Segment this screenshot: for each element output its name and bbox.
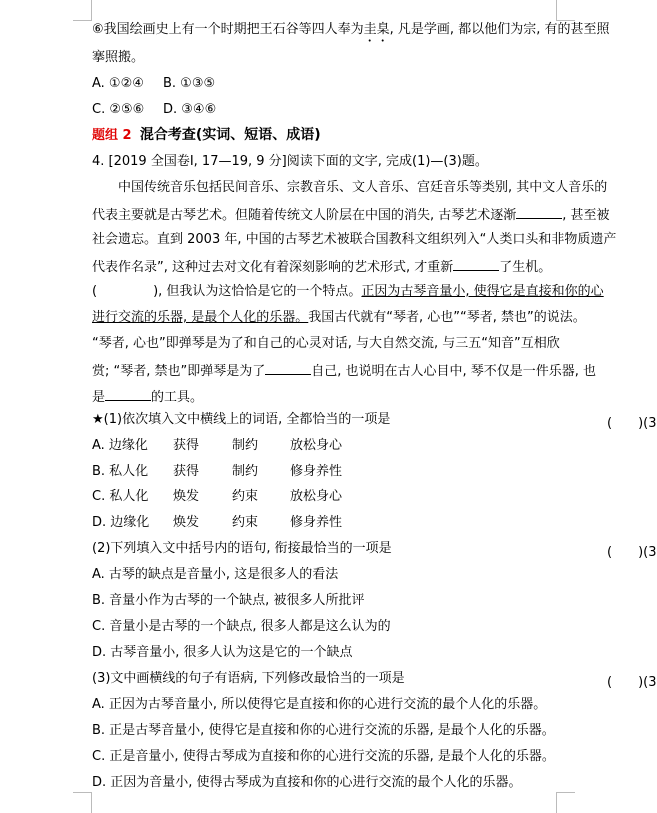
option-row bbox=[92, 464, 343, 480]
section-label: 题组 2 bbox=[92, 128, 132, 143]
section-heading bbox=[92, 127, 321, 144]
blank bbox=[453, 258, 499, 271]
text: 了生机。 bbox=[499, 260, 552, 275]
underlined-sentence: 正因为古琴音量小, 使得它是直接和你的心 bbox=[361, 284, 604, 299]
passage-line: 社会遗忘。直到 2003 年, 中国的古琴艺术被联合国教科文组织列入“人类口头和非物质遗产 bbox=[92, 232, 617, 247]
passage-line bbox=[92, 284, 604, 300]
option-label: D. 边缘化 bbox=[92, 515, 150, 530]
text: , 甚至被 bbox=[562, 208, 610, 223]
option-word: 约束 bbox=[232, 489, 259, 504]
text: 代表作名录”, 这种过去对文化有着深刻影响的艺术形式, 才重新 bbox=[92, 260, 454, 275]
blank bbox=[265, 362, 311, 375]
option: D. 古琴音量小, 很多人认为这是它的一个缺点 bbox=[92, 645, 353, 660]
option-word: 焕发 bbox=[173, 489, 200, 504]
option-word: 制约 bbox=[232, 464, 259, 479]
option-word: 约束 bbox=[232, 515, 259, 530]
option-label: B. 私人化 bbox=[92, 464, 149, 479]
option-word: 制约 bbox=[232, 438, 259, 453]
option: A. 正因为古琴音量小, 所以使得它是直接和你的心进行交流的最个人化的乐器。 bbox=[92, 697, 547, 712]
option-word: 获得 bbox=[173, 464, 200, 479]
text: , 凡是学画, 都以他们为宗, 有的甚至照 bbox=[389, 22, 610, 37]
page-corner-bottom-right bbox=[556, 792, 575, 813]
option: C. 音量小是古琴的一个缺点, 很多人都是这么认为的 bbox=[92, 619, 391, 634]
option: A. 古琴的缺点是音量小, 这是很多人的看法 bbox=[92, 567, 339, 582]
text: 代表主要就是古琴艺术。但随着传统文人阶层在中国的消失, 古琴艺术逐渐 bbox=[92, 208, 517, 223]
subquestion-stem: (3)文中画横线的句子有语病, 下列修改最恰当的一项是 bbox=[92, 671, 405, 686]
option-label: C. 私人化 bbox=[92, 489, 149, 504]
answer-paren: ( )(3 bbox=[607, 545, 657, 560]
passage-line bbox=[92, 310, 586, 326]
blank bbox=[516, 206, 562, 219]
text: ), 但我认为这恰恰是它的一个特点。 bbox=[153, 284, 362, 299]
option-row bbox=[92, 102, 217, 118]
option: D. 正因为音量小, 使得古琴成为直接和你的心进行交流的最个人化的乐器。 bbox=[92, 775, 522, 790]
option: B. 音量小作为古琴的一个缺点, 被很多人所批评 bbox=[92, 593, 365, 608]
text: 的工具。 bbox=[151, 390, 204, 405]
text: 自己, 也说明在古人心目中, 琴不仅是一件乐器, 也 bbox=[311, 364, 597, 379]
option-row bbox=[92, 438, 343, 454]
option-word: 放松身心 bbox=[290, 489, 343, 504]
text: 是 bbox=[92, 390, 106, 405]
underlined-sentence: 进行交流的乐器, 是最个人化的乐器。 bbox=[92, 310, 309, 325]
answer-paren: ( )(3 bbox=[607, 416, 657, 431]
option-word: 获得 bbox=[173, 438, 200, 453]
text: 赏; “琴者, 禁也”即弹琴是为了 bbox=[92, 364, 266, 379]
option-c: C. ②⑤⑥ bbox=[92, 102, 145, 117]
passage-line bbox=[92, 258, 551, 276]
section-title: 混合考查(实词、短语、成语) bbox=[139, 127, 321, 143]
option-word: 放松身心 bbox=[290, 438, 343, 453]
subquestion-stem: (2)下列填入文中括号内的语句, 衔接最恰当的一项是 bbox=[92, 541, 392, 556]
answer-paren: ( )(3 bbox=[607, 675, 657, 690]
question-stem: 4. [2019 全国卷Ⅰ, 17—19, 9 分]阅读下面的文字, 完成(1)—(3)题。 bbox=[92, 154, 488, 169]
option-word: 修身养性 bbox=[290, 515, 343, 530]
emphasized-text: 圭臬 bbox=[363, 22, 390, 37]
passage-line bbox=[92, 362, 596, 380]
passage-line: 中国传统音乐包括民间音乐、宗教音乐、文人音乐、宫廷音乐等类别, 其中文人音乐的 bbox=[118, 180, 608, 195]
subquestion-stem: ★(1)依次填入文中横线上的词语, 全都恰当的一项是 bbox=[92, 412, 391, 427]
prev-item-line: 搴照搬。 bbox=[92, 50, 145, 65]
option-d: D. ③④⑥ bbox=[163, 102, 217, 117]
option: B. 正是古琴音量小, 使得它是直接和你的心进行交流的乐器, 是最个人化的乐器。 bbox=[92, 723, 555, 738]
option-a: A. ①②④ bbox=[92, 76, 144, 91]
option-row bbox=[92, 76, 216, 92]
passage-line bbox=[92, 388, 203, 406]
text: ( bbox=[92, 284, 98, 299]
option-word: 修身养性 bbox=[290, 464, 343, 479]
text: 我国古代就有“琴者, 心也”“琴者, 禁也”的说法。 bbox=[308, 310, 586, 325]
option-row bbox=[92, 489, 343, 505]
option: C. 正是音量小, 使得古琴成为直接和你的心进行交流的乐器, 是最个人化的乐器。 bbox=[92, 749, 555, 764]
option-word: 焕发 bbox=[173, 515, 200, 530]
page-corner-bottom-left bbox=[73, 792, 92, 813]
option-row bbox=[92, 515, 343, 531]
page-corner-top-left bbox=[73, 0, 92, 21]
text: ⑥我国绘画史上有一个时期把王石谷等四人奉为 bbox=[92, 22, 364, 37]
option-label: A. 边缘化 bbox=[92, 438, 148, 453]
blank bbox=[105, 388, 151, 401]
passage-line bbox=[92, 206, 610, 224]
page-corner-top-right bbox=[556, 0, 575, 21]
passage-line: “琴者, 心也”即弹琴是为了和自己的心灵对话, 与大自然交流, 与三五“知音”互相欣 bbox=[92, 336, 560, 351]
prev-item-line bbox=[92, 22, 609, 45]
option-b: B. ①③⑤ bbox=[163, 76, 216, 91]
